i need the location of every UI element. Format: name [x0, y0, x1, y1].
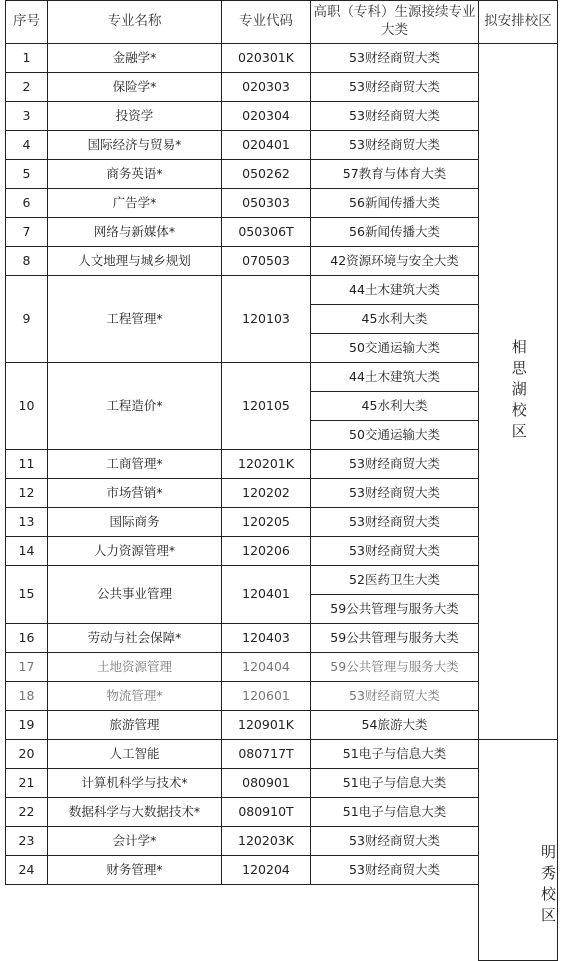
- row-major-code: 020401: [221, 130, 311, 160]
- row-no: 23: [5, 826, 48, 856]
- row-major-name: 工程管理*: [47, 275, 222, 363]
- row-category: 53财经商贸大类: [310, 478, 479, 508]
- row-major-code: 050262: [221, 159, 311, 189]
- row-major-name: 人力资源管理*: [47, 536, 222, 566]
- row-major-code: 080901: [221, 768, 311, 798]
- row-category: 50交通运输大类: [310, 333, 479, 363]
- header-major-code: 专业代码: [221, 0, 311, 44]
- majors-table: [5, 0, 557, 928]
- row-major-name: 人文地理与城乡规划: [47, 246, 222, 276]
- row-major-name: 计算机科学与技术*: [47, 768, 222, 798]
- campus-cell: 相思湖校区: [478, 43, 558, 740]
- row-major-name: 土地资源管理: [47, 652, 222, 682]
- row-major-name: 广告学*: [47, 188, 222, 218]
- row-category: 53财经商贸大类: [310, 826, 479, 856]
- row-no: 4: [5, 130, 48, 160]
- row-major-name: 旅游管理: [47, 710, 222, 740]
- row-major-code: 120601: [221, 681, 311, 711]
- row-category: 53财经商贸大类: [310, 536, 479, 566]
- row-major-code: 020303: [221, 72, 311, 102]
- header-no: 序号: [5, 0, 48, 44]
- row-major-code: 050303: [221, 188, 311, 218]
- row-category: 53财经商贸大类: [310, 681, 479, 711]
- row-no: 19: [5, 710, 48, 740]
- row-no: 15: [5, 565, 48, 624]
- row-major-name: 工程造价*: [47, 362, 222, 450]
- row-category: 51电子与信息大类: [310, 768, 479, 798]
- row-category: 44土木建筑大类: [310, 362, 479, 392]
- row-major-name: 财务管理*: [47, 855, 222, 885]
- campus-cell: 明秀校区: [478, 739, 558, 961]
- row-major-code: 120206: [221, 536, 311, 566]
- row-no: 17: [5, 652, 48, 682]
- row-major-name: 国际商务: [47, 507, 222, 537]
- row-major-name: 公共事业管理: [47, 565, 222, 624]
- row-no: 5: [5, 159, 48, 189]
- row-major-name: 物流管理*: [47, 681, 222, 711]
- row-no: 16: [5, 623, 48, 653]
- row-category: 51电子与信息大类: [310, 797, 479, 827]
- row-no: 12: [5, 478, 48, 508]
- header-category: 高职（专科）生源接续专业大类: [310, 0, 479, 44]
- row-major-name: 数据科学与大数据技术*: [47, 797, 222, 827]
- row-major-code: 020304: [221, 101, 311, 131]
- row-major-code: 120201K: [221, 449, 311, 479]
- row-no: 14: [5, 536, 48, 566]
- row-major-code: 120203K: [221, 826, 311, 856]
- row-no: 21: [5, 768, 48, 798]
- row-category: 45水利大类: [310, 391, 479, 421]
- row-major-code: 050306T: [221, 217, 311, 247]
- row-major-code: 120404: [221, 652, 311, 682]
- row-major-code: 120204: [221, 855, 311, 885]
- row-category: 52医药卫生大类: [310, 565, 479, 595]
- row-category: 57教育与体育大类: [310, 159, 479, 189]
- row-major-name: 保险学*: [47, 72, 222, 102]
- row-category: 59公共管理与服务大类: [310, 623, 479, 653]
- row-major-code: 120105: [221, 362, 311, 450]
- row-category: 59公共管理与服务大类: [310, 594, 479, 624]
- row-category: 53财经商贸大类: [310, 72, 479, 102]
- row-major-code: 120403: [221, 623, 311, 653]
- row-category: 53财经商贸大类: [310, 43, 479, 73]
- row-major-code: 120202: [221, 478, 311, 508]
- row-major-name: 市场营销*: [47, 478, 222, 508]
- row-no: 1: [5, 43, 48, 73]
- row-category: 53财经商贸大类: [310, 507, 479, 537]
- row-no: 6: [5, 188, 48, 218]
- row-major-code: 080910T: [221, 797, 311, 827]
- row-major-name: 会计学*: [47, 826, 222, 856]
- row-category: 53财经商贸大类: [310, 855, 479, 885]
- row-major-name: 人工智能: [47, 739, 222, 769]
- row-no: 3: [5, 101, 48, 131]
- row-no: 10: [5, 362, 48, 450]
- row-no: 11: [5, 449, 48, 479]
- row-no: 9: [5, 275, 48, 363]
- row-no: 20: [5, 739, 48, 769]
- row-major-code: 070503: [221, 246, 311, 276]
- row-category: 45水利大类: [310, 304, 479, 334]
- row-category: 56新闻传播大类: [310, 217, 479, 247]
- row-major-code: 080717T: [221, 739, 311, 769]
- row-major-code: 020301K: [221, 43, 311, 73]
- row-category: 50交通运输大类: [310, 420, 479, 450]
- row-major-code: 120103: [221, 275, 311, 363]
- row-major-name: 网络与新媒体*: [47, 217, 222, 247]
- row-major-name: 国际经济与贸易*: [47, 130, 222, 160]
- row-category: 54旅游大类: [310, 710, 479, 740]
- row-category: 42资源环境与安全大类: [310, 246, 479, 276]
- row-major-name: 金融学*: [47, 43, 222, 73]
- row-category: 53财经商贸大类: [310, 101, 479, 131]
- row-major-name: 商务英语*: [47, 159, 222, 189]
- row-no: 22: [5, 797, 48, 827]
- row-category: 53财经商贸大类: [310, 130, 479, 160]
- row-major-name: 工商管理*: [47, 449, 222, 479]
- row-category: 51电子与信息大类: [310, 739, 479, 769]
- row-no: 8: [5, 246, 48, 276]
- row-category: 53财经商贸大类: [310, 449, 479, 479]
- row-major-code: 120901K: [221, 710, 311, 740]
- header-campus: 拟安排校区: [478, 0, 558, 44]
- row-major-name: 劳动与社会保障*: [47, 623, 222, 653]
- header-major-name: 专业名称: [47, 0, 222, 44]
- row-no: 13: [5, 507, 48, 537]
- row-no: 2: [5, 72, 48, 102]
- row-category: 59公共管理与服务大类: [310, 652, 479, 682]
- row-major-code: 120205: [221, 507, 311, 537]
- row-category: 44土木建筑大类: [310, 275, 479, 305]
- row-major-name: 投资学: [47, 101, 222, 131]
- row-major-code: 120401: [221, 565, 311, 624]
- row-no: 24: [5, 855, 48, 885]
- row-no: 7: [5, 217, 48, 247]
- row-no: 18: [5, 681, 48, 711]
- row-category: 56新闻传播大类: [310, 188, 479, 218]
